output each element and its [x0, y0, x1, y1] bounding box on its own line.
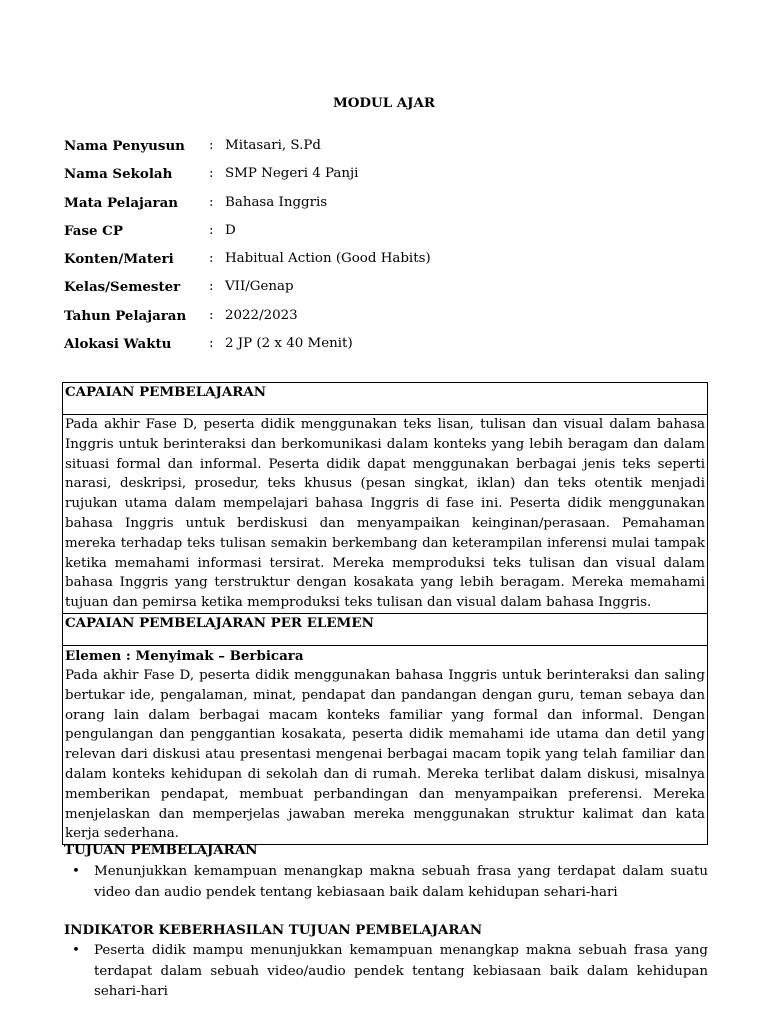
identity-label: Nama Penyusun	[64, 138, 185, 154]
identity-table	[64, 137, 704, 363]
identity-label: Fase CP	[64, 222, 123, 239]
identity-row-alokasi	[64, 335, 704, 363]
per-elemen-heading: CAPAIAN PEMBELAJARAN PER ELEMEN	[63, 614, 707, 646]
identity-value: 2 JP (2 x 40 Menit)	[225, 336, 353, 352]
list-item	[64, 941, 708, 1003]
identity-value: D	[225, 222, 236, 238]
identity-colon: :	[209, 138, 214, 153]
capaian-heading: CAPAIAN PEMBELAJARAN	[63, 383, 707, 415]
identity-colon: :	[209, 222, 214, 238]
identity-row-kelas	[64, 278, 704, 306]
indikator-list	[64, 941, 708, 1003]
identity-value: 2022/2023	[225, 307, 298, 323]
identity-label: Tahun Pelajaran	[64, 307, 187, 324]
per-elemen-cell	[63, 646, 707, 844]
indikator-item-text: Peserta didik mampu menunjukkan kemampuan menangkap makna sebuah frasa yang terdapat dalam sebuah video/audio pendek tentang kebiasaan baik dalam kehidupan sehari-hari	[94, 943, 708, 999]
list-item	[64, 862, 708, 903]
identity-label: Mata Pelajaran	[64, 194, 179, 211]
identity-colon: :	[209, 251, 214, 267]
identity-value: VII/Genap	[225, 279, 294, 295]
identity-colon: :	[209, 194, 214, 210]
bullet-icon: •	[72, 943, 80, 958]
capaian-text: Pada akhir Fase D, peserta didik menggunakan teks lisan, tulisan dan visual dalam bahasa Inggris untuk berinteraksi dan berkomunikasi dalam konteks yang lebih beragam dan dalam situasi formal dan informal. Peserta didik dapat menggunakan berbagai jenis teks seperti narasi, deskripsi, prosedur, teks khusus (pesan singkat, iklan) dan teks otentik menjadi rujukan utama dalam mempelajari bahasa Inggris di fase ini. Peserta didik menggunakan bahasa Inggris untuk berdiskusi dan menyampaikan keinginan/perasaan. Pemahaman mereka terhadap teks tulisan semakin berkembang dan keterampilan inferensi mulai tampak ketika memahami informasi tersirat. Mereka memproduksi teks tulisan dan visual dalam bahasa Inggris yang terstruktur dengan kosakata yang lebih beragam. Mereka memahami tujuan dan pemirsa ketika memproduksi teks tulisan dan visual dalam bahasa Inggris.	[63, 415, 707, 614]
identity-row-sekolah	[64, 165, 704, 193]
identity-colon: :	[209, 279, 214, 295]
identity-value: Bahasa Inggris	[225, 194, 328, 210]
element-title: Elemen : Menyimak – Berbicara	[65, 647, 304, 664]
identity-row-penyusun	[64, 137, 704, 165]
tujuan-heading: TUJUAN PEMBELAJARAN	[64, 842, 258, 858]
indikator-heading: INDIKATOR KEBERHASILAN TUJUAN PEMBELAJARAN	[64, 922, 483, 938]
identity-colon: :	[209, 336, 214, 352]
identity-label: Alokasi Waktu	[64, 336, 172, 353]
identity-row-materi	[64, 250, 704, 278]
identity-row-tahun	[64, 307, 704, 335]
identity-value: Mitasari, S.Pd	[225, 138, 321, 153]
identity-label: Kelas/Semester	[64, 279, 181, 296]
identity-colon: :	[209, 166, 214, 182]
identity-row-mapel	[64, 194, 704, 222]
capaian-table	[62, 382, 708, 845]
per-elemen-text: Pada akhir Fase D, peserta didik menggunakan bahasa Inggris untuk berinteraksi dan saling bertukar ide, pengalaman, minat, pendapat dan pandangan dengan guru, teman sebaya dan orang lain dalam berbagai macam konteks familiar yang formal dan informal. Dengan pengulangan dan penggantian kosakata, peserta didik memahami ide utama dan detil yang relevan dari diskusi atau presentasi mengenai berbagai macam topik yang telah familiar dan dalam konteks kehidupan di sekolah dan di rumah. Mereka terlibat dalam diskusi, misalnya memberikan pendapat, membuat perbandingan dan menyampaikan preferensi. Mereka menjelaskan dan memperjelas jawaban mereka menggunakan struktur kalimat dan kata kerja sederhana.	[65, 667, 705, 842]
identity-row-fase	[64, 222, 704, 250]
identity-colon: :	[209, 307, 214, 323]
identity-value: Habitual Action (Good Habits)	[225, 251, 431, 267]
document-title: MODUL AJAR	[332, 95, 436, 111]
identity-label: Nama Sekolah	[64, 166, 173, 183]
identity-value: SMP Negeri 4 Panji	[225, 166, 359, 182]
tujuan-list	[64, 862, 708, 903]
bullet-icon: •	[72, 864, 80, 879]
identity-label: Konten/Materi	[64, 251, 174, 268]
tujuan-item-text: Menunjukkan kemampuan menangkap makna sebuah frasa yang terdapat dalam suatu video dan audio pendek tentang kebiasaan baik dalam kehidupan sehari-hari	[94, 864, 708, 900]
